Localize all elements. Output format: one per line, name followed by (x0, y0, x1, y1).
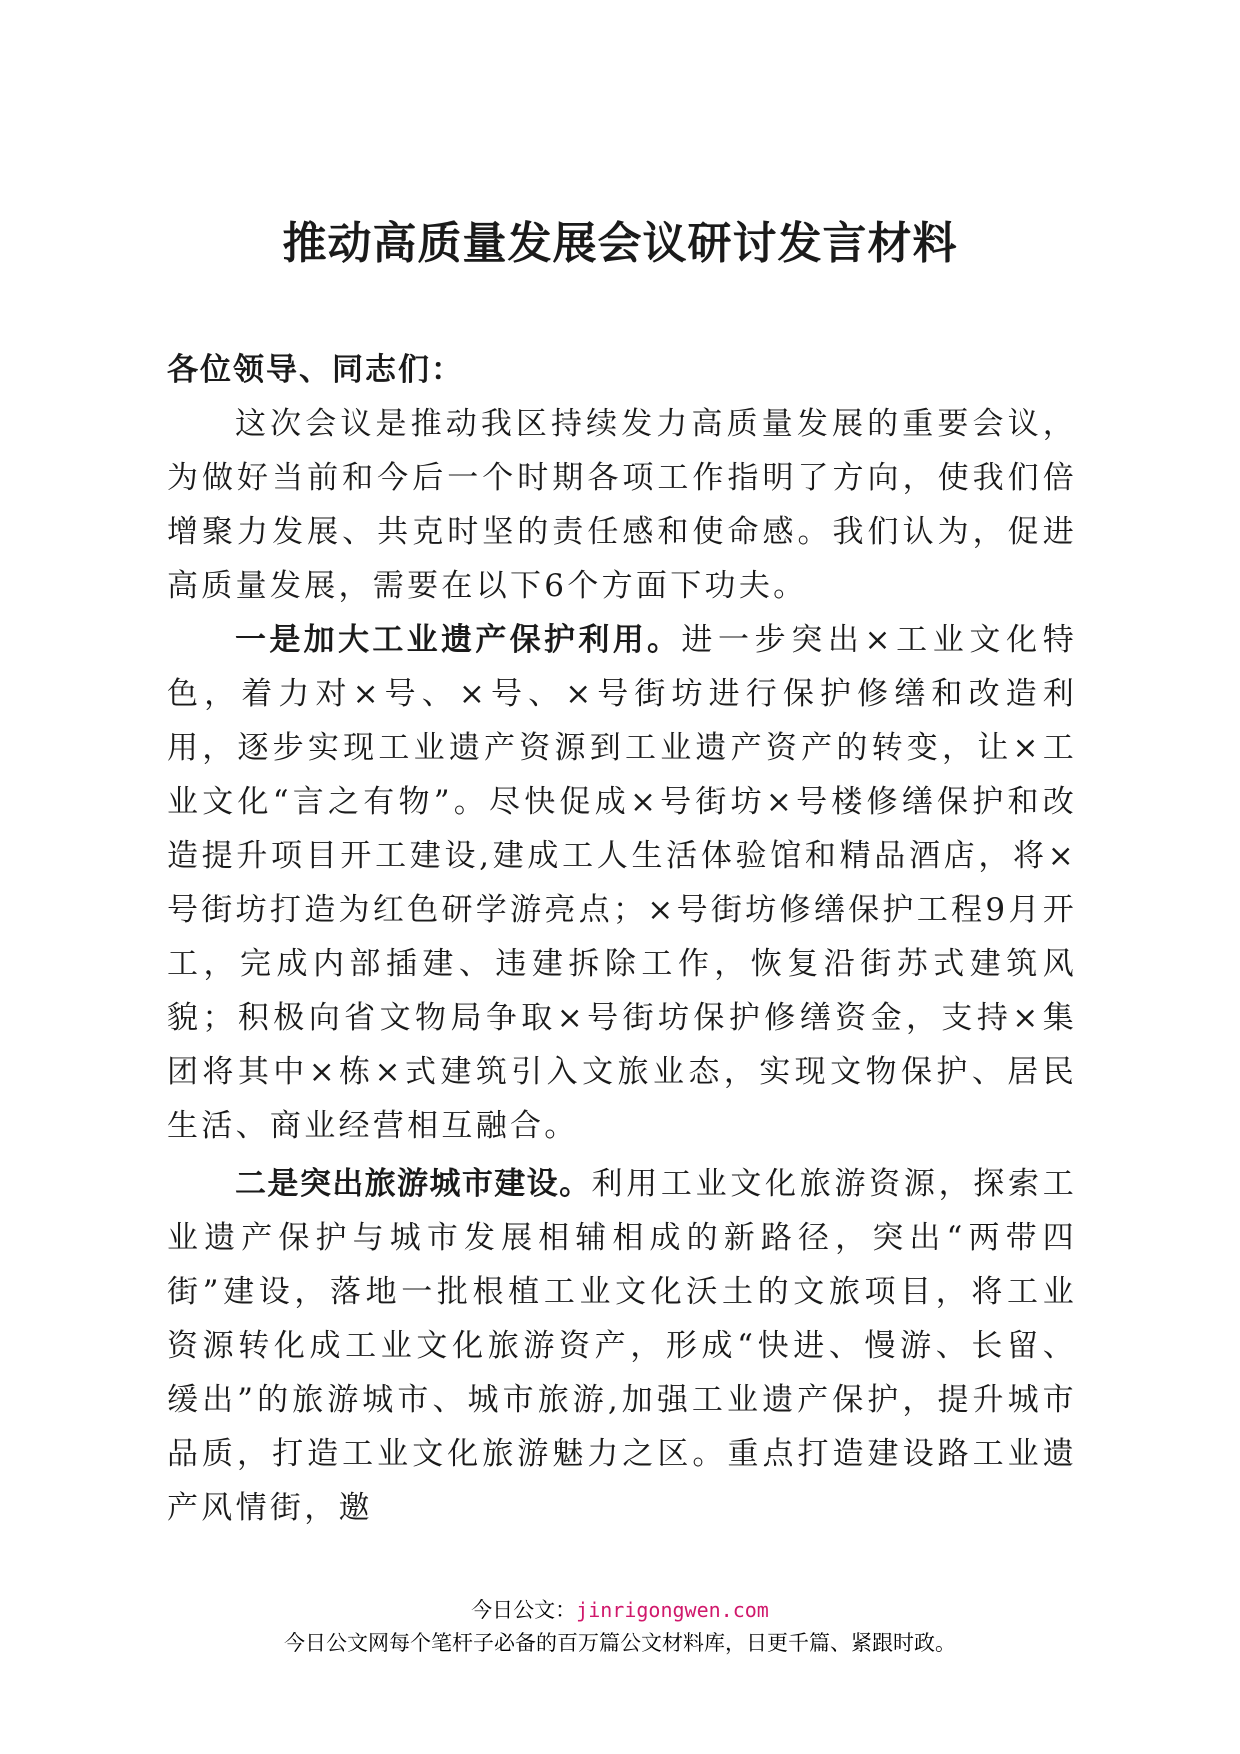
section-paragraph-2 (167, 1157, 1077, 1535)
section-text-2: 利用工业文化旅游资源，探索工业遗产保护与城市发展相辅相成的新路径，突出“两带四街”建设，落地一批根植工业文化沃土的文旅项目，将工业资源转化成工业文化旅游资产，形成“快进、慢游、长留、缓出”的旅游城市、城市旅游,加强工业遗产保护，提升城市品质，打造工业文化旅游魅力之区。重点打造建设路工业遗产风情街，邀 (167, 1166, 1078, 1526)
document-body (167, 343, 1077, 1535)
footer-source (0, 1595, 1240, 1625)
salutation: 各位领导、同志们： (167, 352, 464, 388)
section-text-1: 进一步突出×工业文化特色，着力对×号、×号、×号街坊进行保护修缮和改造利用，逐步实现工业遗产资源到工业遗产资产的转变，让×工业文化“言之有物”。尽快促成×号街坊×号楼修缮保护和改造提升项目开工建设,建成工人生活体验馆和精品酒店，将×号街坊打造为红色研学游亮点；×号街坊修缮保护工程9月开工，完成内部插建、违建拆除工作，恢复沿街苏式建筑风貌；积极向省文物局争取×号街坊保护修缮资金，支持×集团将其中×栋×式建筑引入文旅业态，实现文物保护、居民生活、商业经营相互融合。 (167, 622, 1078, 1144)
section-lead-2: 二是突出旅游城市建设。 (235, 1166, 592, 1202)
footer-url-link[interactable]: jinrigongwen.com (576, 1598, 769, 1622)
section-lead-1: 一是加大工业遗产保护利用。 (235, 622, 682, 658)
footer-label: 今日公文： (471, 1598, 577, 1622)
footer-slogan: 今日公文网每个笔杆子必备的百万篇公文材料库，日更千篇、紧跟时政。 (284, 1631, 956, 1655)
section-paragraph-1 (167, 613, 1077, 1153)
footer (0, 1595, 1240, 1661)
page-title: 推动高质量发展会议研讨发言材料 (282, 218, 958, 269)
intro-paragraph: 这次会议是推动我区持续发力高质量发展的重要会议，为做好当前和今后一个时期各项工作指明了方向，使我们倍增聚力发展、共克时坚的责任感和使命感。我们认为，促进高质量发展，需要在以下6个方面下功夫。 (167, 406, 1077, 604)
